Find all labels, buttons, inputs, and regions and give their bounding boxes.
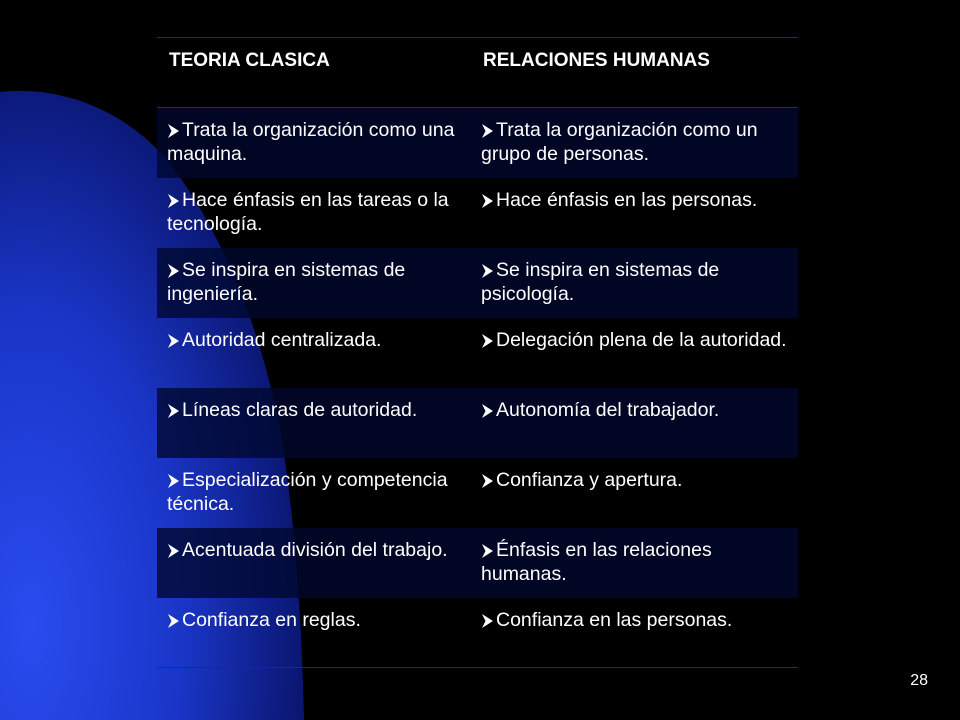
cell-relaciones-humanas [471,458,798,528]
cell-teoria-clasica [157,458,471,528]
arrowhead-bullet-icon [167,192,181,206]
arrowhead-bullet-icon [167,542,181,556]
cell-text: Hace énfasis en las personas. [496,188,758,211]
arrowhead-bullet-icon [481,192,495,206]
arrowhead-bullet-icon [481,402,495,416]
cell-teoria-clasica [157,248,471,318]
arrowhead-bullet-icon [167,262,181,276]
cell-relaciones-humanas [471,318,798,388]
cell-teoria-clasica [157,388,471,458]
arrowhead-bullet-icon [481,262,495,276]
cell-text: Líneas claras de autoridad. [182,398,418,421]
table-row [157,598,798,668]
cell-text: Autoridad centralizada. [182,328,382,351]
cell-text: Delegación plena de la autoridad. [496,328,787,351]
table-row [157,248,798,318]
cell-text: Énfasis en las relaciones humanas. [481,538,712,585]
cell-text: Autonomía del trabajador. [496,398,720,421]
header-relaciones-humanas: RELACIONES HUMANAS [471,38,798,108]
comparison-table [157,37,798,668]
header-teoria-clasica: TEORIA CLASICA [157,38,471,108]
cell-relaciones-humanas [471,528,798,598]
table-row [157,458,798,528]
arrowhead-bullet-icon [167,332,181,346]
cell-text: Confianza y apertura. [496,468,683,491]
cell-teoria-clasica [157,178,471,248]
arrowhead-bullet-icon [481,542,495,556]
comparison-table-container [157,37,798,668]
arrowhead-bullet-icon [167,122,181,136]
table-header-row [157,38,798,108]
arrowhead-bullet-icon [167,472,181,486]
arrowhead-bullet-icon [481,122,495,136]
page-number: 28 [910,672,928,689]
cell-text: Trata la organización como un grupo de personas. [481,119,758,165]
table-row [157,318,798,388]
cell-text: Especialización y competencia técnica. [167,468,448,515]
arrowhead-bullet-icon [481,332,495,346]
cell-text: Confianza en las personas. [496,608,733,631]
cell-text: Trata la organización como una maquina. [167,119,455,165]
cell-text: Se inspira en sistemas de ingeniería. [167,258,406,305]
cell-teoria-clasica [157,108,471,178]
cell-relaciones-humanas [471,178,798,248]
table-row [157,108,798,178]
arrowhead-bullet-icon [167,612,181,626]
cell-text: Acentuada división del trabajo. [182,538,448,561]
cell-relaciones-humanas [471,248,798,318]
table-row [157,388,798,458]
cell-relaciones-humanas [471,108,798,178]
arrowhead-bullet-icon [481,472,495,486]
cell-text: Se inspira en sistemas de psicología. [481,258,720,305]
cell-relaciones-humanas [471,598,798,668]
cell-teoria-clasica [157,598,471,668]
cell-relaciones-humanas [471,388,798,458]
table-row [157,528,798,598]
cell-teoria-clasica [157,528,471,598]
cell-text: Hace énfasis en las tareas o la tecnología. [167,188,449,235]
arrowhead-bullet-icon [481,612,495,626]
cell-teoria-clasica [157,318,471,388]
cell-text: Confianza en reglas. [182,608,361,631]
table-row [157,178,798,248]
arrowhead-bullet-icon [167,402,181,416]
